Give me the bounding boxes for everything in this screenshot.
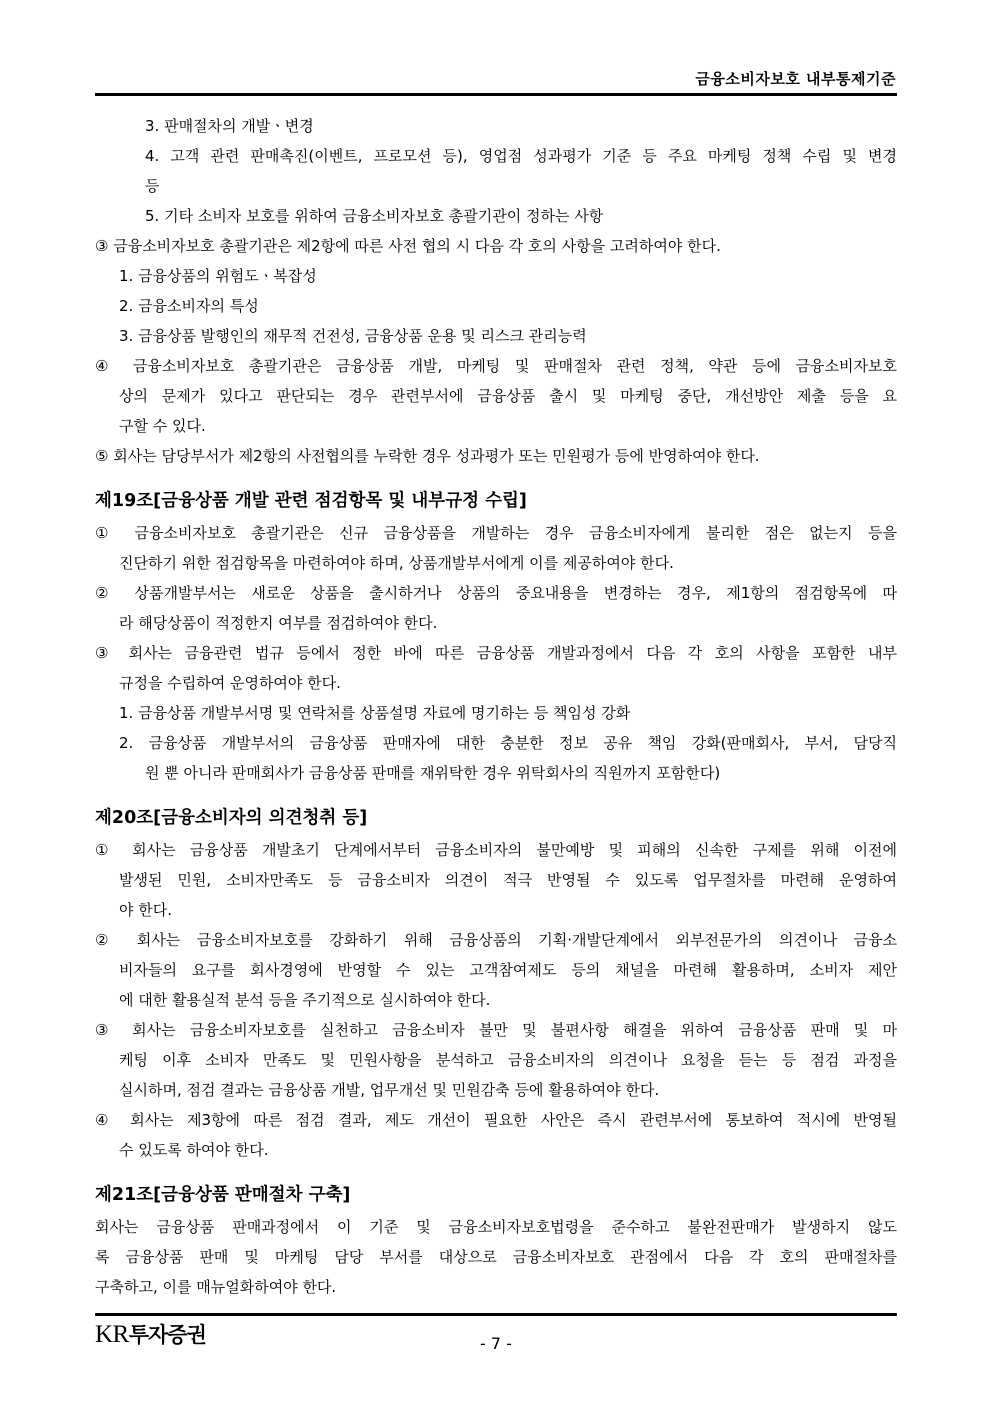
clause: ② 회사는 금융소비자보호를 강화하기 위해 금융상품의 기획·개발단계에서 외부전문가의 의견이나 금융소 (95, 931, 897, 949)
clause: ③ 회사는 금융관련 법규 등에서 정한 바에 따른 금융상품 개발과정에서 다음 각 호의 사항을 포함한 내부 (95, 644, 897, 662)
body-line: 구할 수 있다. (119, 417, 206, 435)
body-line: 록 금융상품 판매 및 마케팅 담당 부서를 대상으로 금융소비자보호 관점에서 다음 각 호의 판매절차를 (95, 1248, 897, 1266)
body-line: 1. 금융상품 개발부서명 및 연락처를 상품설명 자료에 명기하는 등 책임성 강화 (119, 704, 631, 722)
body-line: 3. 판매절차의 개발ㆍ변경 (145, 117, 314, 135)
body-line: 1. 금융상품의 위험도ㆍ복잡성 (119, 267, 317, 285)
body-line: 에 대한 활용실적 분석 등을 주기적으로 실시하여야 한다. (119, 991, 491, 1009)
body-line: 야 한다. (119, 901, 173, 919)
body-line: 4. 고객 관련 판매촉진(이벤트, 프로모션 등), 영업점 성과평가 기준 등 주요 마케팅 정책 수립 및 변경 (145, 147, 897, 165)
page-number: - 7 - (480, 1334, 512, 1353)
body-line: 2. 금융상품 개발부서의 금융상품 판매자에 대한 충분한 정보 공유 책임 강화(판매회사, 부서, 담당직 (119, 734, 897, 752)
clause: ③ 회사는 금융소비자보호를 실천하고 금융소비자 불만 및 불편사항 해결을 위하여 금융상품 판매 및 마 (95, 1021, 897, 1039)
body-line: 비자들의 요구를 회사경영에 반영할 수 있는 고객참여제도 등의 채널을 마련해 활용하며, 소비자 제안 (119, 961, 897, 979)
logo-korean: 투자증권 (128, 1323, 206, 1347)
body-line: 규정을 수립하여 운영하여야 한다. (119, 674, 341, 692)
clause: ① 회사는 금융상품 개발초기 단계에서부터 금융소비자의 불만예방 및 피해의 신속한 구제를 위해 이전에 (95, 841, 897, 859)
body-line: 회사는 금융상품 판매과정에서 이 기준 및 금융소비자보호법령을 준수하고 불완전판매가 발생하지 않도 (95, 1218, 897, 1236)
article-19-title: 제19조[금융상품 개발 관련 점검항목 및 내부규정 수립] (95, 491, 527, 511)
header-title: 금융소비자보호 내부통제기준 (695, 70, 896, 88)
clause: ③ 금융소비자보호 총괄기관은 제2항에 따른 사전 협의 시 다음 각 호의 사항을 고려하여야 한다. (95, 237, 721, 255)
article-21-title: 제21조[금융상품 판매절차 구축] (95, 1185, 351, 1205)
body-line: 2. 금융소비자의 특성 (119, 297, 259, 315)
body-line: 실시하며, 점검 결과는 금융상품 개발, 업무개선 및 민원감축 등에 활용하여야 한다. (119, 1081, 660, 1099)
body-line: 5. 기타 소비자 보호를 위하여 금융소비자보호 총괄기관이 정하는 사항 (145, 207, 604, 225)
logo-latin: KR (95, 1321, 129, 1348)
header-rule (95, 93, 897, 96)
body-line: 발생된 민원, 소비자만족도 등 금융소비자 의견이 적극 반영될 수 있도록 업무절차를 마련해 운영하여 (119, 871, 897, 889)
body-line: 구축하고, 이를 매뉴얼화하여야 한다. (95, 1278, 337, 1296)
body-line: 라 해당상품이 적정한지 여부를 점검하여야 한다. (119, 614, 438, 632)
body-line: 케팅 이후 소비자 만족도 및 민원사항을 분석하고 금융소비자의 의견이나 요청을 듣는 등 점검 과정을 (119, 1051, 897, 1069)
body-line: 등 (145, 177, 160, 195)
body-line: 상의 문제가 있다고 판단되는 경우 관련부서에 금융상품 출시 및 마케팅 중단, 개선방안 제출 등을 요 (119, 387, 897, 405)
body-line: 진단하기 위한 점검항목을 마련하여야 하며, 상품개발부서에게 이를 제공하여야 한다. (119, 554, 674, 572)
body-line: 원 뿐 아니라 판매회사가 금융상품 판매를 재위탁한 경우 위탁회사의 직원까지 포함한다) (145, 764, 721, 782)
clause: ④ 회사는 제3항에 따른 점검 결과, 제도 개선이 필요한 사안은 즉시 관련부서에 통보하여 적시에 반영될 (95, 1111, 897, 1129)
body-line: 3. 금융상품 발행인의 재무적 건전성, 금융상품 운용 및 리스크 관리능력 (119, 327, 587, 345)
clause: ④ 금융소비자보호 총괄기관은 금융상품 개발, 마케팅 및 판매절차 관련 정책, 약관 등에 금융소비자보호 (95, 357, 897, 375)
article-20-title: 제20조[금융소비자의 의견청취 등] (95, 808, 368, 828)
clause: ⑤ 회사는 담당부서가 제2항의 사전협의를 누락한 경우 성과평가 또는 민원평가 등에 반영하여야 한다. (95, 447, 760, 465)
page-body (95, 111, 897, 1302)
body-line: 수 있도록 하여야 한다. (119, 1141, 269, 1159)
clause: ① 금융소비자보호 총괄기관은 신규 금융상품을 개발하는 경우 금융소비자에게 불리한 점은 없는지 등을 (95, 524, 897, 542)
clause: ② 상품개발부서는 새로운 상품을 출시하거나 상품의 중요내용을 변경하는 경우, 제1항의 점검항목에 따 (95, 584, 897, 602)
footer-rule (95, 1313, 897, 1316)
